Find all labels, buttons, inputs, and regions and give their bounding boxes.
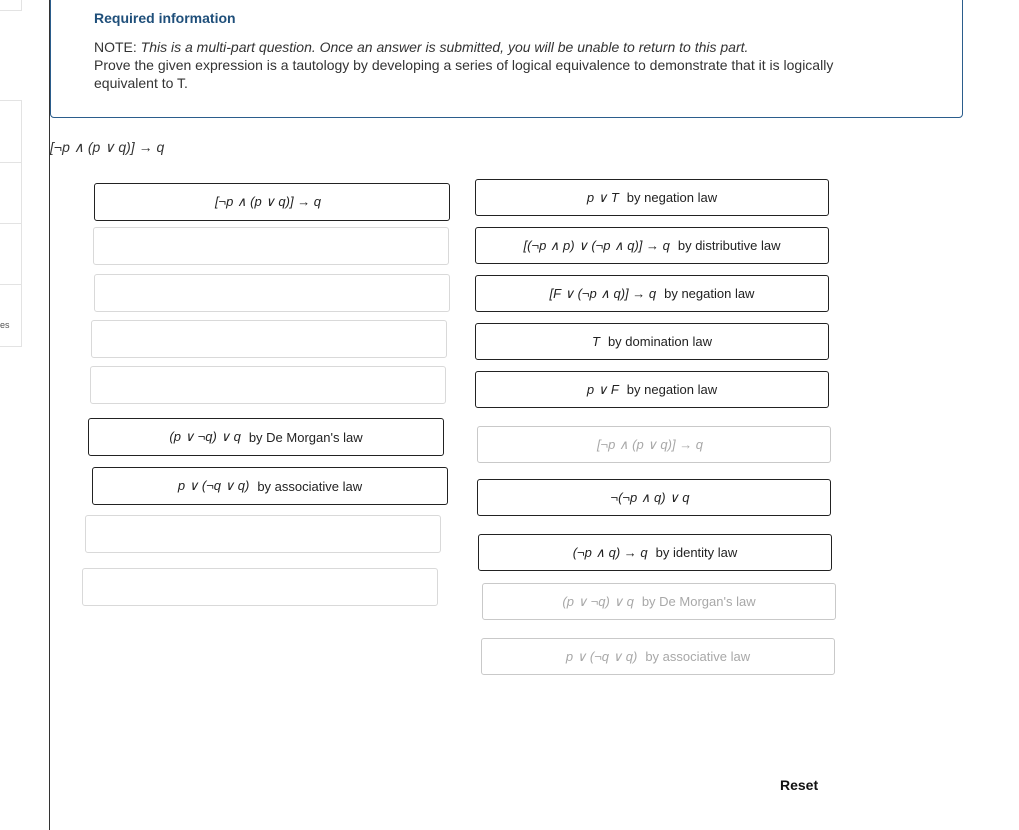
option-tile[interactable]: [F ∨ (¬p ∧ q)] → q by negation law xyxy=(475,275,829,312)
option-tile-used: (p ∨ ¬q) ∨ q by De Morgan's law xyxy=(482,583,836,620)
option-tile-used: [¬p ∧ (p ∨ q)] → q xyxy=(477,426,831,463)
side-nav-tab[interactable] xyxy=(0,162,22,225)
option-tile[interactable]: T by domination law xyxy=(475,323,829,360)
note-italic: This is a multi-part question. Once an answer is submitted, you will be unable to return to this part. xyxy=(140,39,749,55)
answer-slot-9[interactable] xyxy=(82,568,438,606)
answer-slot-6[interactable]: (p ∨ ¬q) ∨ q by De Morgan's law xyxy=(88,418,444,456)
answer-slot-3[interactable] xyxy=(94,274,450,312)
option-tile-used: p ∨ (¬q ∨ q) by associative law xyxy=(481,638,835,675)
answer-slot-2[interactable] xyxy=(93,227,449,265)
note-prefix: NOTE: xyxy=(94,39,137,55)
answer-slot-7[interactable]: p ∨ (¬q ∨ q) by associative law xyxy=(92,467,448,505)
option-tile[interactable]: ¬(¬p ∧ q) ∨ q xyxy=(477,479,831,516)
side-nav-label: es xyxy=(0,320,10,330)
given-expression: [¬p ∧ (p ∨ q)] → q xyxy=(50,139,165,155)
side-nav-tab[interactable] xyxy=(0,284,22,347)
reset-button[interactable]: Reset xyxy=(780,777,819,793)
required-info-box xyxy=(50,0,963,118)
option-tile[interactable]: p ∨ T by negation law xyxy=(475,179,829,216)
side-nav-tab[interactable] xyxy=(0,223,22,286)
answer-slot-5[interactable] xyxy=(90,366,446,404)
side-nav-tab[interactable] xyxy=(0,0,22,11)
side-nav-tab[interactable] xyxy=(0,100,22,164)
option-tile[interactable]: (¬p ∧ q) → q by identity law xyxy=(478,534,832,571)
answer-slot-4[interactable] xyxy=(91,320,447,358)
required-info-title: Required information xyxy=(94,10,236,26)
option-tile[interactable]: [(¬p ∧ p) ∨ (¬p ∧ q)] → q by distributive law xyxy=(475,227,829,264)
answer-slot-8[interactable] xyxy=(85,515,441,553)
content-divider xyxy=(49,0,50,830)
answer-slot-1[interactable]: [¬p ∧ (p ∨ q)] → q xyxy=(94,183,450,221)
option-tile[interactable]: p ∨ F by negation law xyxy=(475,371,829,408)
note-text xyxy=(94,38,894,92)
instruction-text: Prove the given expression is a tautology by developing a series of logical equivalence to demonstrate that it is logically equivalent to T. xyxy=(94,57,834,91)
